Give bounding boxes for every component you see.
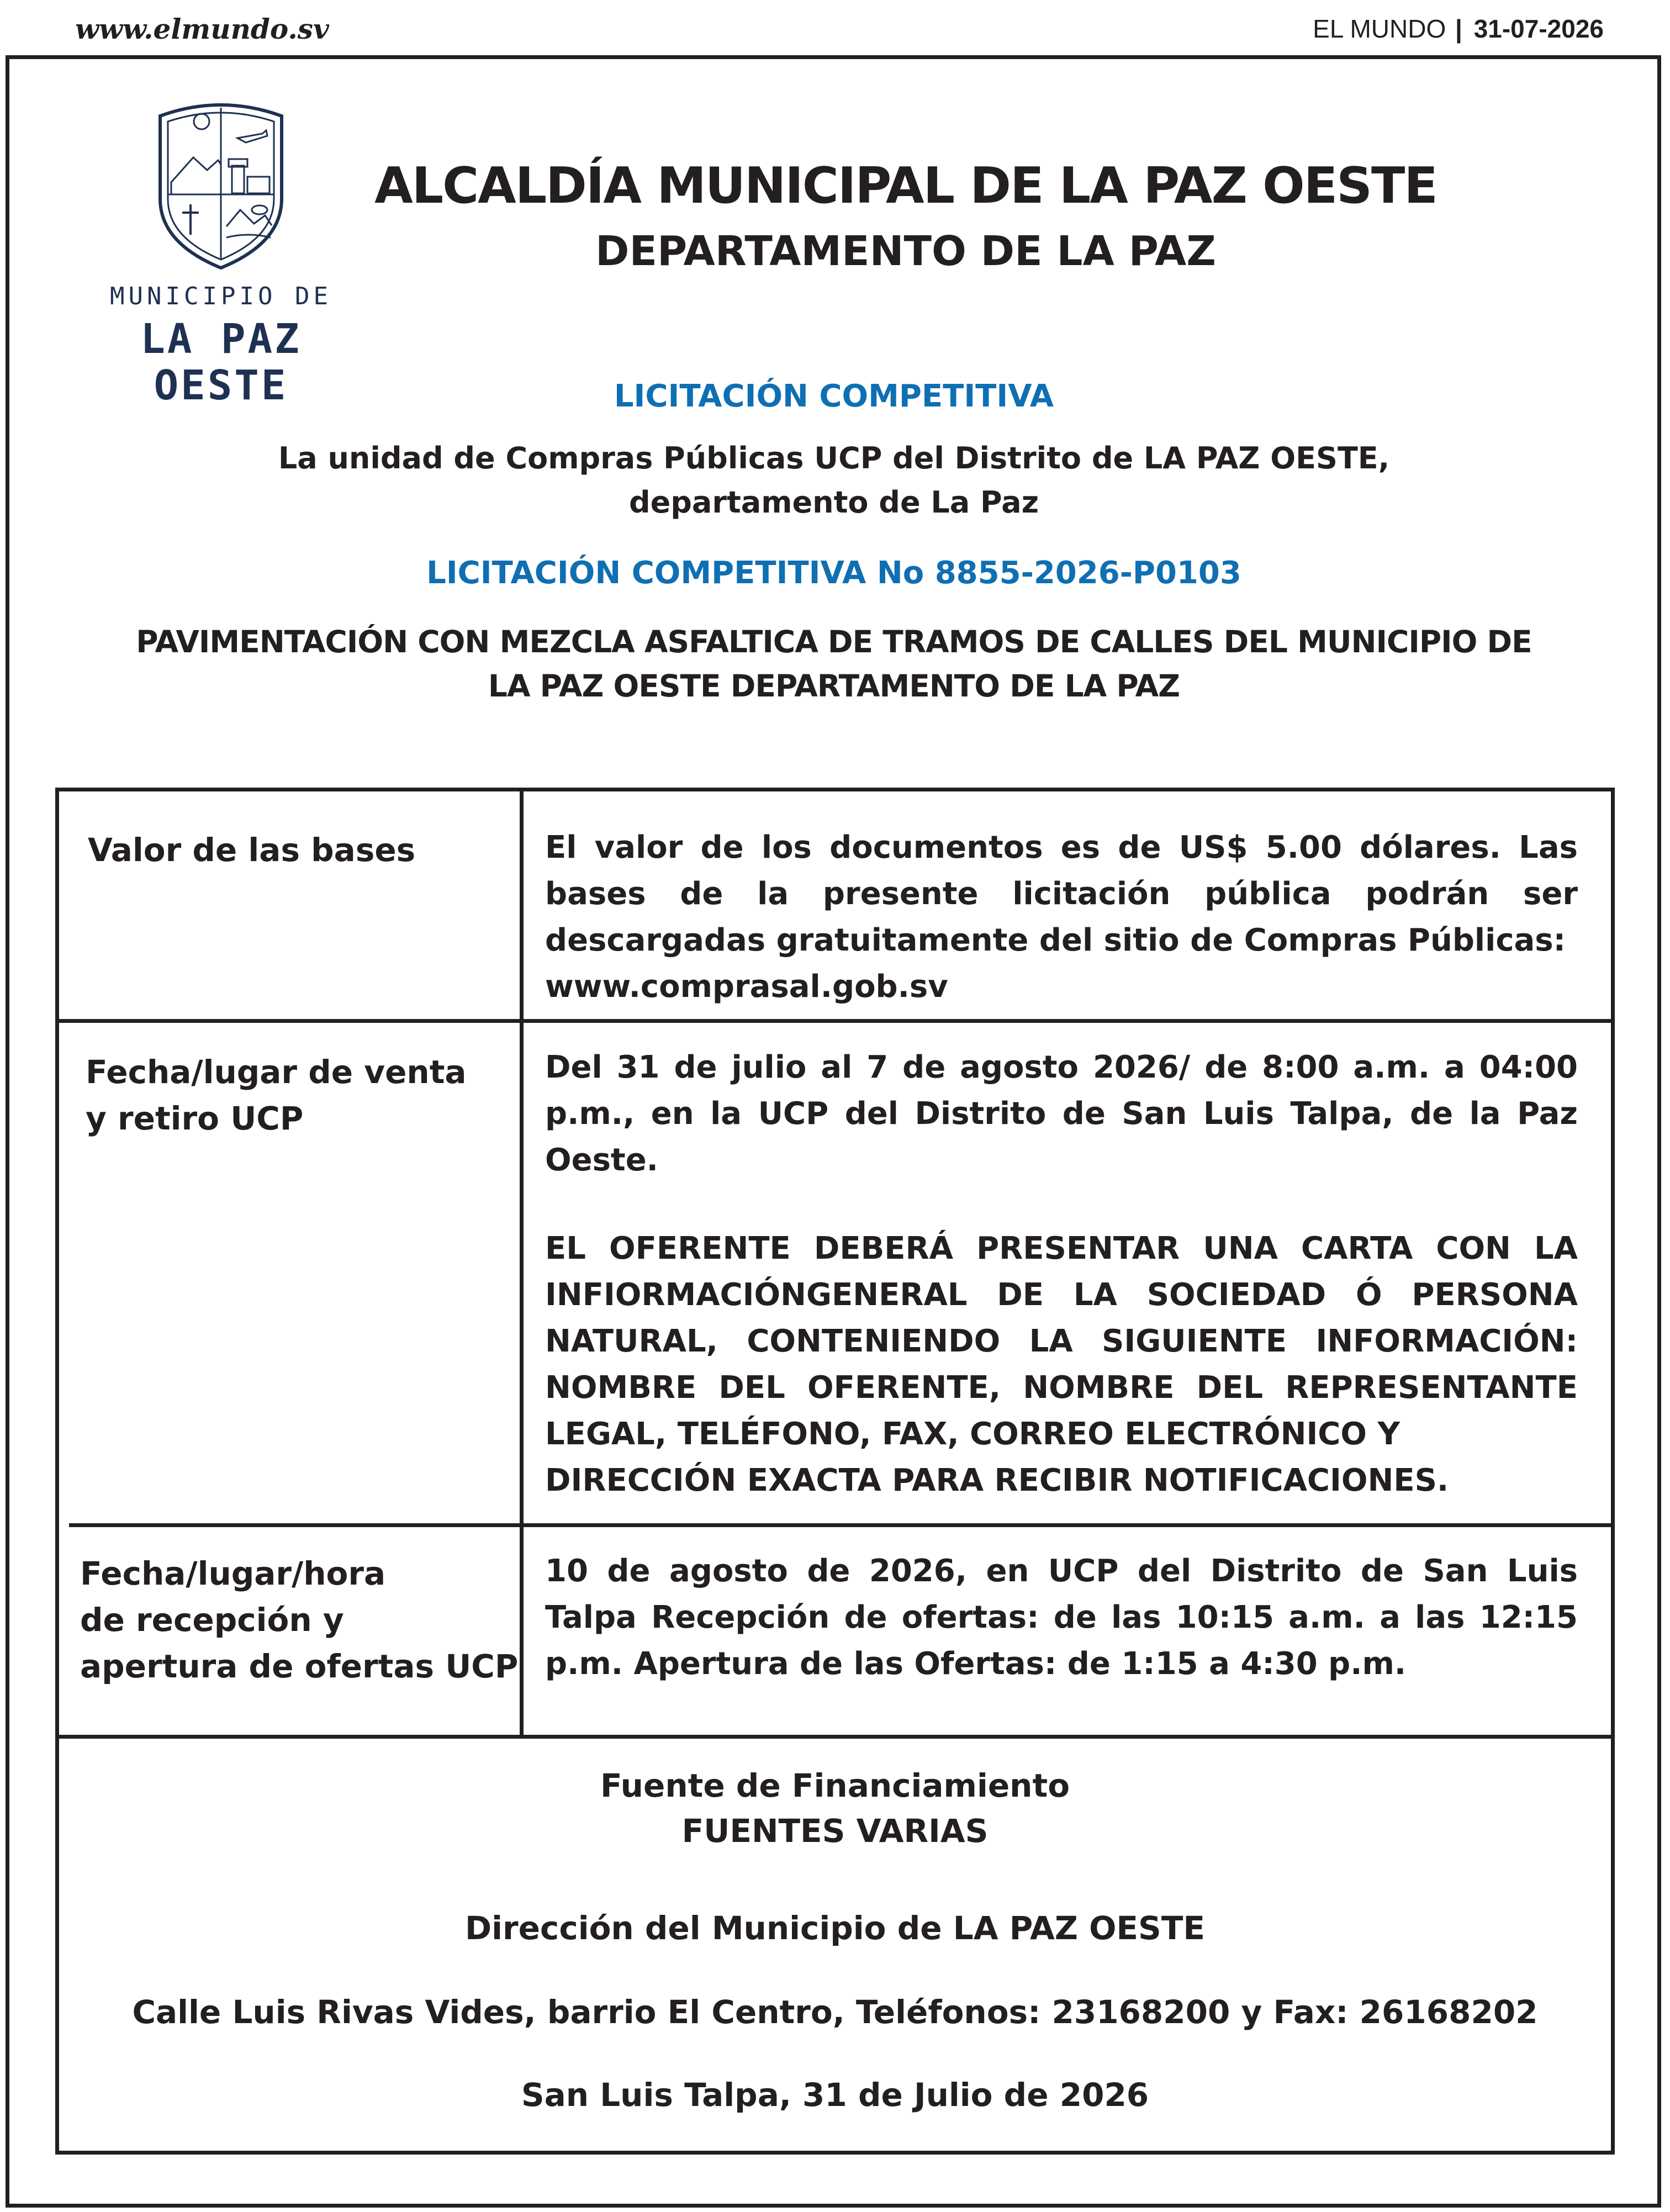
table-column-divider [520,791,524,1739]
tender-details-table [55,788,1615,2155]
publication-name: EL MUNDO [1313,14,1446,43]
notice-heading: LICITACIÓN COMPETITIVA [614,378,1054,414]
place-date: San Luis Talpa, 31 de Julio de 2026 [521,2076,1149,2114]
tender-number: LICITACIÓN COMPETITIVA No 8855-2026-P0103 [426,555,1241,591]
page-subtitle: DEPARTAMENTO DE LA PAZ [595,228,1216,275]
dateline-separator: | [1455,14,1462,43]
row-label-valor-bases: Valor de las bases [88,831,416,869]
site-url: www.elmundo.sv [75,13,329,45]
address-label: Dirección del Municipio de LA PAZ OESTE [464,1909,1206,1947]
row-label-fecha-venta: Fecha/lugar de venta y retiro UCP [86,1053,467,1137]
purchasing-unit: La unidad de Compras Públicas UCP del Distrito de LA PAZ OESTE, departamento de La Paz [278,441,1390,520]
logo-text-municipio: MUNICIPIO DE [110,282,332,310]
logo-text-name: LA PAZ OESTE [140,315,302,409]
table-row-divider [69,1523,1611,1527]
row-label-recepcion-ofertas: Fecha/lugar/hora de recepción y apertura de ofertas UCP [80,1555,519,1685]
funding-label: Fuente de Financiamiento [600,1767,1070,1804]
project-title: PAVIMENTACIÓN CON MEZCLA ASFALTICA DE TRAMOS DE CALLES DEL MUNICIPIO DE LA PAZ OESTE DEPARTAMENTO DE LA PAZ [136,624,1532,704]
row-text-requisitos-oferente: EL OFERENTE DEBERÁ PRESENTAR UNA CARTA CON LA INFIORMACIÓNGENERAL DE LA SOCIEDAD Ó PERSONA NATURAL, CONTENIENDO LA SIGUIENTE INFORMACIÓN: NOMBRE DEL OFERENTE, NOMBRE DEL REPRESENTANTE LEGAL, TELÉFONO, FAX, CORREO ELECTRÓNICO Y DIRECCIÓN EXACTA PARA RECIBIR NOTIFICACIONES. [545,1231,1578,1498]
table-row-divider [59,1735,1611,1739]
municipality-logo [88,99,353,409]
funding-value: FUENTES VARIAS [681,1812,989,1850]
row-text-recepcion-ofertas: 10 de agosto de 2026, en UCP del Distrito de San Luis Talpa Recepción de ofertas: de las 10:15 a.m. a las 12:15 p.m. Apertura de las Ofertas: de 1:15 a 4:30 p.m. [545,1553,1578,1682]
row-text-fecha-venta: Del 31 de julio al 7 de agosto 2026/ de 8:00 a.m. a 04:00 p.m., en la UCP del Distrito de San Luis Talpa, de la Paz Oeste. [545,1049,1578,1178]
publication-date: 31-07-2026 [1473,14,1604,43]
table-row-divider [59,1019,1611,1023]
dateline [1313,12,1604,45]
page-title: ALCALDÍA MUNICIPAL DE LA PAZ OESTE [374,157,1437,215]
shield-emblem-icon [149,99,293,276]
address-text: Calle Luis Rivas Vides, barrio El Centro, Teléfonos: 23168200 y Fax: 26168202 [132,1993,1538,2031]
row-text-valor-bases: El valor de los documentos es de US$ 5.00 dólares. Las bases de la presente licitación pública podrán ser descargadas gratuitamente del sitio de Compras Públicas: www.comprasal.gob.sv [545,830,1578,1005]
